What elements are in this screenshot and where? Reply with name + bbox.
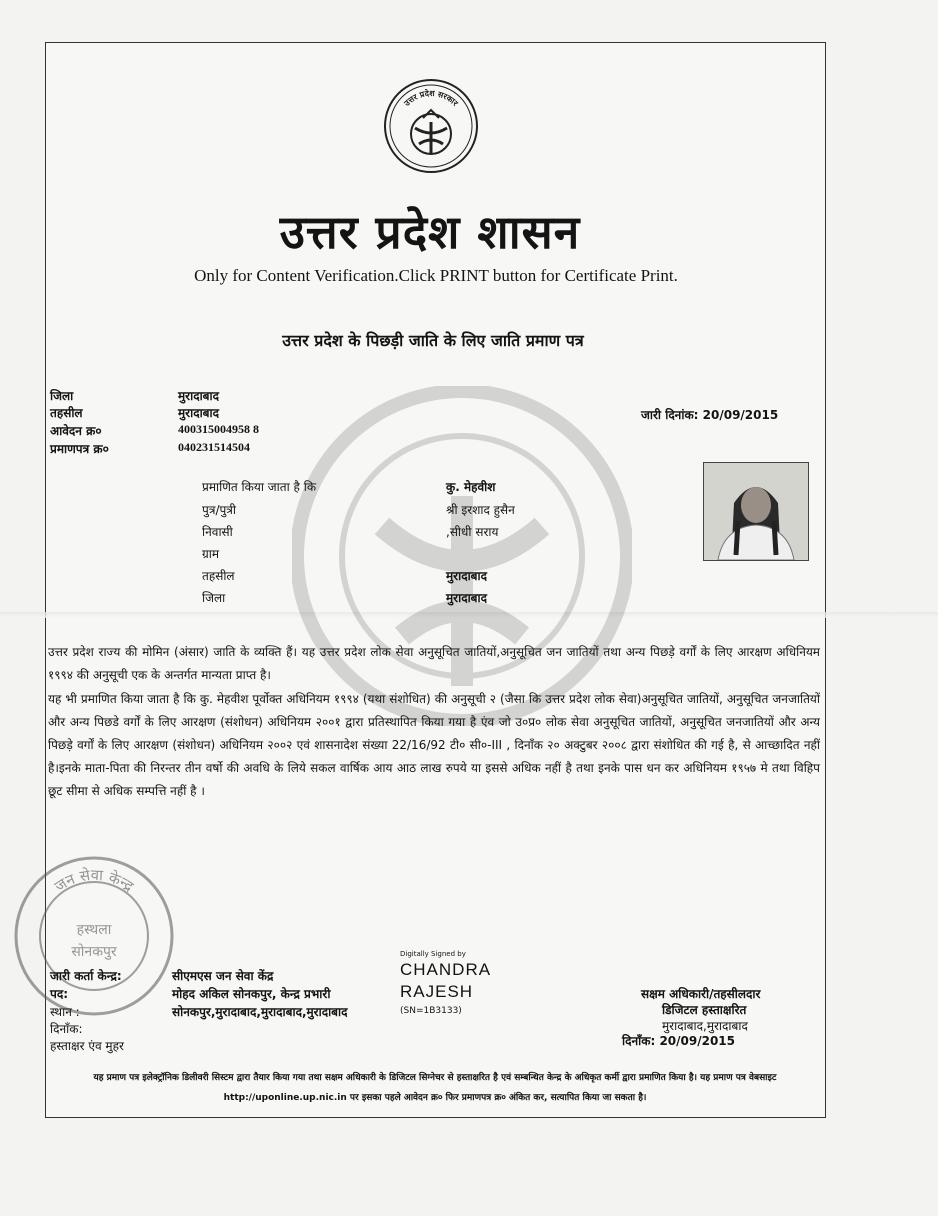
- authority-title: सक्षम अधिकारी/तहसीलदार: [641, 987, 761, 1001]
- applicant-photo: [703, 462, 809, 561]
- post-value: मोहद अकिल सोनकपुर, केन्द्र प्रभारी: [172, 987, 331, 1001]
- certified-label: प्रमाणित किया जाता है कि: [202, 480, 317, 494]
- sign-seal-label: हस्ताक्षर एंव मुहर: [50, 1039, 124, 1053]
- person-district-value: मुरादाबाद: [446, 591, 488, 605]
- tehsil-value: मुरादाबाद: [178, 406, 220, 420]
- authority-digitally-signed: डिजिटल हस्ताक्षरित: [662, 1003, 747, 1017]
- stamp-line-1: हस्थला: [76, 922, 112, 938]
- caste-paragraph: उत्तर प्रदेश राज्य की मोमिन (अंसार) जाति के व्यक्ति हैं। यह उत्तर प्रदेश लोक सेवा अनुसूचित जातियों,अनुसूचित जन जातियों तथा अन्य पिछड़े वर्गों के लिए आरक्षण अधिनियम १९९४ की अनुसूची एक के अन्तर्गत मान्यता प्राप्त है।: [48, 645, 820, 682]
- person-portrait-icon: [704, 463, 808, 560]
- issuing-center-label: जारी कर्ता केन्द्र:: [50, 969, 122, 983]
- tehsil-label: तहसील: [50, 406, 83, 420]
- digital-sign-serial: (SN=1B3133): [400, 1006, 462, 1016]
- parent-name: श्री इरशाद हुसैन: [446, 503, 515, 517]
- footer-note: यह प्रमाण पत्र इलेक्ट्रॉनिक डिलीवरी सिस्टम द्वारा तैयार किया गया तथा सक्षम अधिकारी के डिजिटल सिग्नेचर से हस्ताक्षरित है एवं सम्बन्धित केन्द्र के अधिकृत कर्मी द्वारा प्रमाणित किया है। यह प्रमाण पत्र वेबसाइट http://uponline.up.nic.in पर इसका पहले आवेदन क्र० फिर प्रमाणपत्र क्र० अंकित कर, सत्यापित किया जा सकता है।: [93, 1073, 777, 1103]
- authority-date: दिनाँक: 20/09/2015: [622, 1034, 736, 1048]
- issue-date: जारी दिनांक: 20/09/2015: [641, 408, 779, 422]
- resident-label: निवासी: [202, 525, 233, 539]
- digital-signer-name-2: RAJESH: [400, 982, 474, 1001]
- village-label: ग्राम: [202, 547, 220, 561]
- digital-signer-name-1: CHANDRA: [400, 960, 492, 979]
- person-tehsil-value: मुरादाबाद: [446, 569, 488, 583]
- post-label: पद:: [50, 987, 68, 1001]
- page-title: उत्तर प्रदेश शासन: [279, 205, 581, 259]
- emblem-text: उत्तर प्रदेश सरकार: [402, 88, 460, 108]
- person-tehsil-label: तहसील: [202, 569, 235, 583]
- seva-kendra-stamp-icon: [10, 852, 178, 1020]
- application-number-value: 400315004958 8: [178, 422, 259, 436]
- resident-value: ,सीधी सराय: [446, 525, 499, 539]
- certificate-number-label: प्रमाणपत्र क्र०: [50, 442, 109, 456]
- verification-subtitle: Only for Content Verification.Click PRINT button for Certificate Print.: [194, 266, 678, 285]
- certificate-heading: उत्तर प्रदेश के पिछड़ी जाति के लिए जाति प्रमाण पत्र: [282, 331, 584, 350]
- relation-label: पुत्र/पुत्री: [202, 503, 237, 517]
- person-district-label: जिला: [202, 591, 226, 605]
- place-value: सोनकपुर,मुरादाबाद,मुरादाबाद,मुरादाबाद: [172, 1005, 348, 1019]
- stamp-ring-text: जन सेवा केन्द्र: [51, 865, 138, 896]
- issuer-date-label: दिनाँक:: [50, 1022, 83, 1036]
- authority-place: मुरादाबाद,मुरादाबाद: [662, 1019, 748, 1033]
- place-label: स्थान :: [50, 1005, 80, 1019]
- creamy-layer-paragraph: यह भी प्रमाणित किया जाता है कि कु. मेहवीश पूर्वोक्त अधिनियम १९९४ (यथा संशोधित) की अनुसूची २ (जैसा कि उत्तर प्रदेश लोक सेवा)अनुसूचित जातियों, अनुसूचित जनजातियों और अन्य पिछडे वर्गों के लिए आरक्षण (संशोधन) अधिनियम २००१ द्वारा प्रतिस्थापित किया गया है एंव जो उ०प्र० लोक सेवा अनुसूचित जातियों, अनुसूचित जनजातियों और अन्य पिछड़े वर्गों के लिए आरक्षण (संशोधन) अधिनियम २००२ एवं शासनादेश संख्या 22/16/92 टी० सी०-III , दिनाँक २० अक्टुबर २००८ द्वारा संशोधित की गई है, से आच्छादित नहीं है।इनके माता-पिता की निरन्तर तीन वर्षो की अवधि के लिये सकल वार्षिक आय आठ लाख रुपये या इससे अधिक नहीं है तथा इनके पास धन कर अधिनियम १९५७ मे तथा विहिप छूट सीमा से अधिक सम्पत्ति नहीं है ।: [48, 692, 820, 798]
- person-name: कु. मेहवीश: [446, 480, 496, 494]
- stamp-line-2: सोनकपुर: [71, 944, 117, 960]
- district-value: मुरादाबाद: [178, 389, 220, 403]
- district-label: जिला: [50, 389, 74, 403]
- issuing-center-value: सीएमएस जन सेवा केंद्र: [172, 969, 274, 983]
- digital-sign-caption: Digitally Signed by: [400, 950, 466, 958]
- up-government-emblem-icon: [383, 78, 479, 174]
- application-number-label: आवेदन क्र०: [50, 424, 102, 438]
- certificate-number-value: 040231514504: [178, 440, 250, 454]
